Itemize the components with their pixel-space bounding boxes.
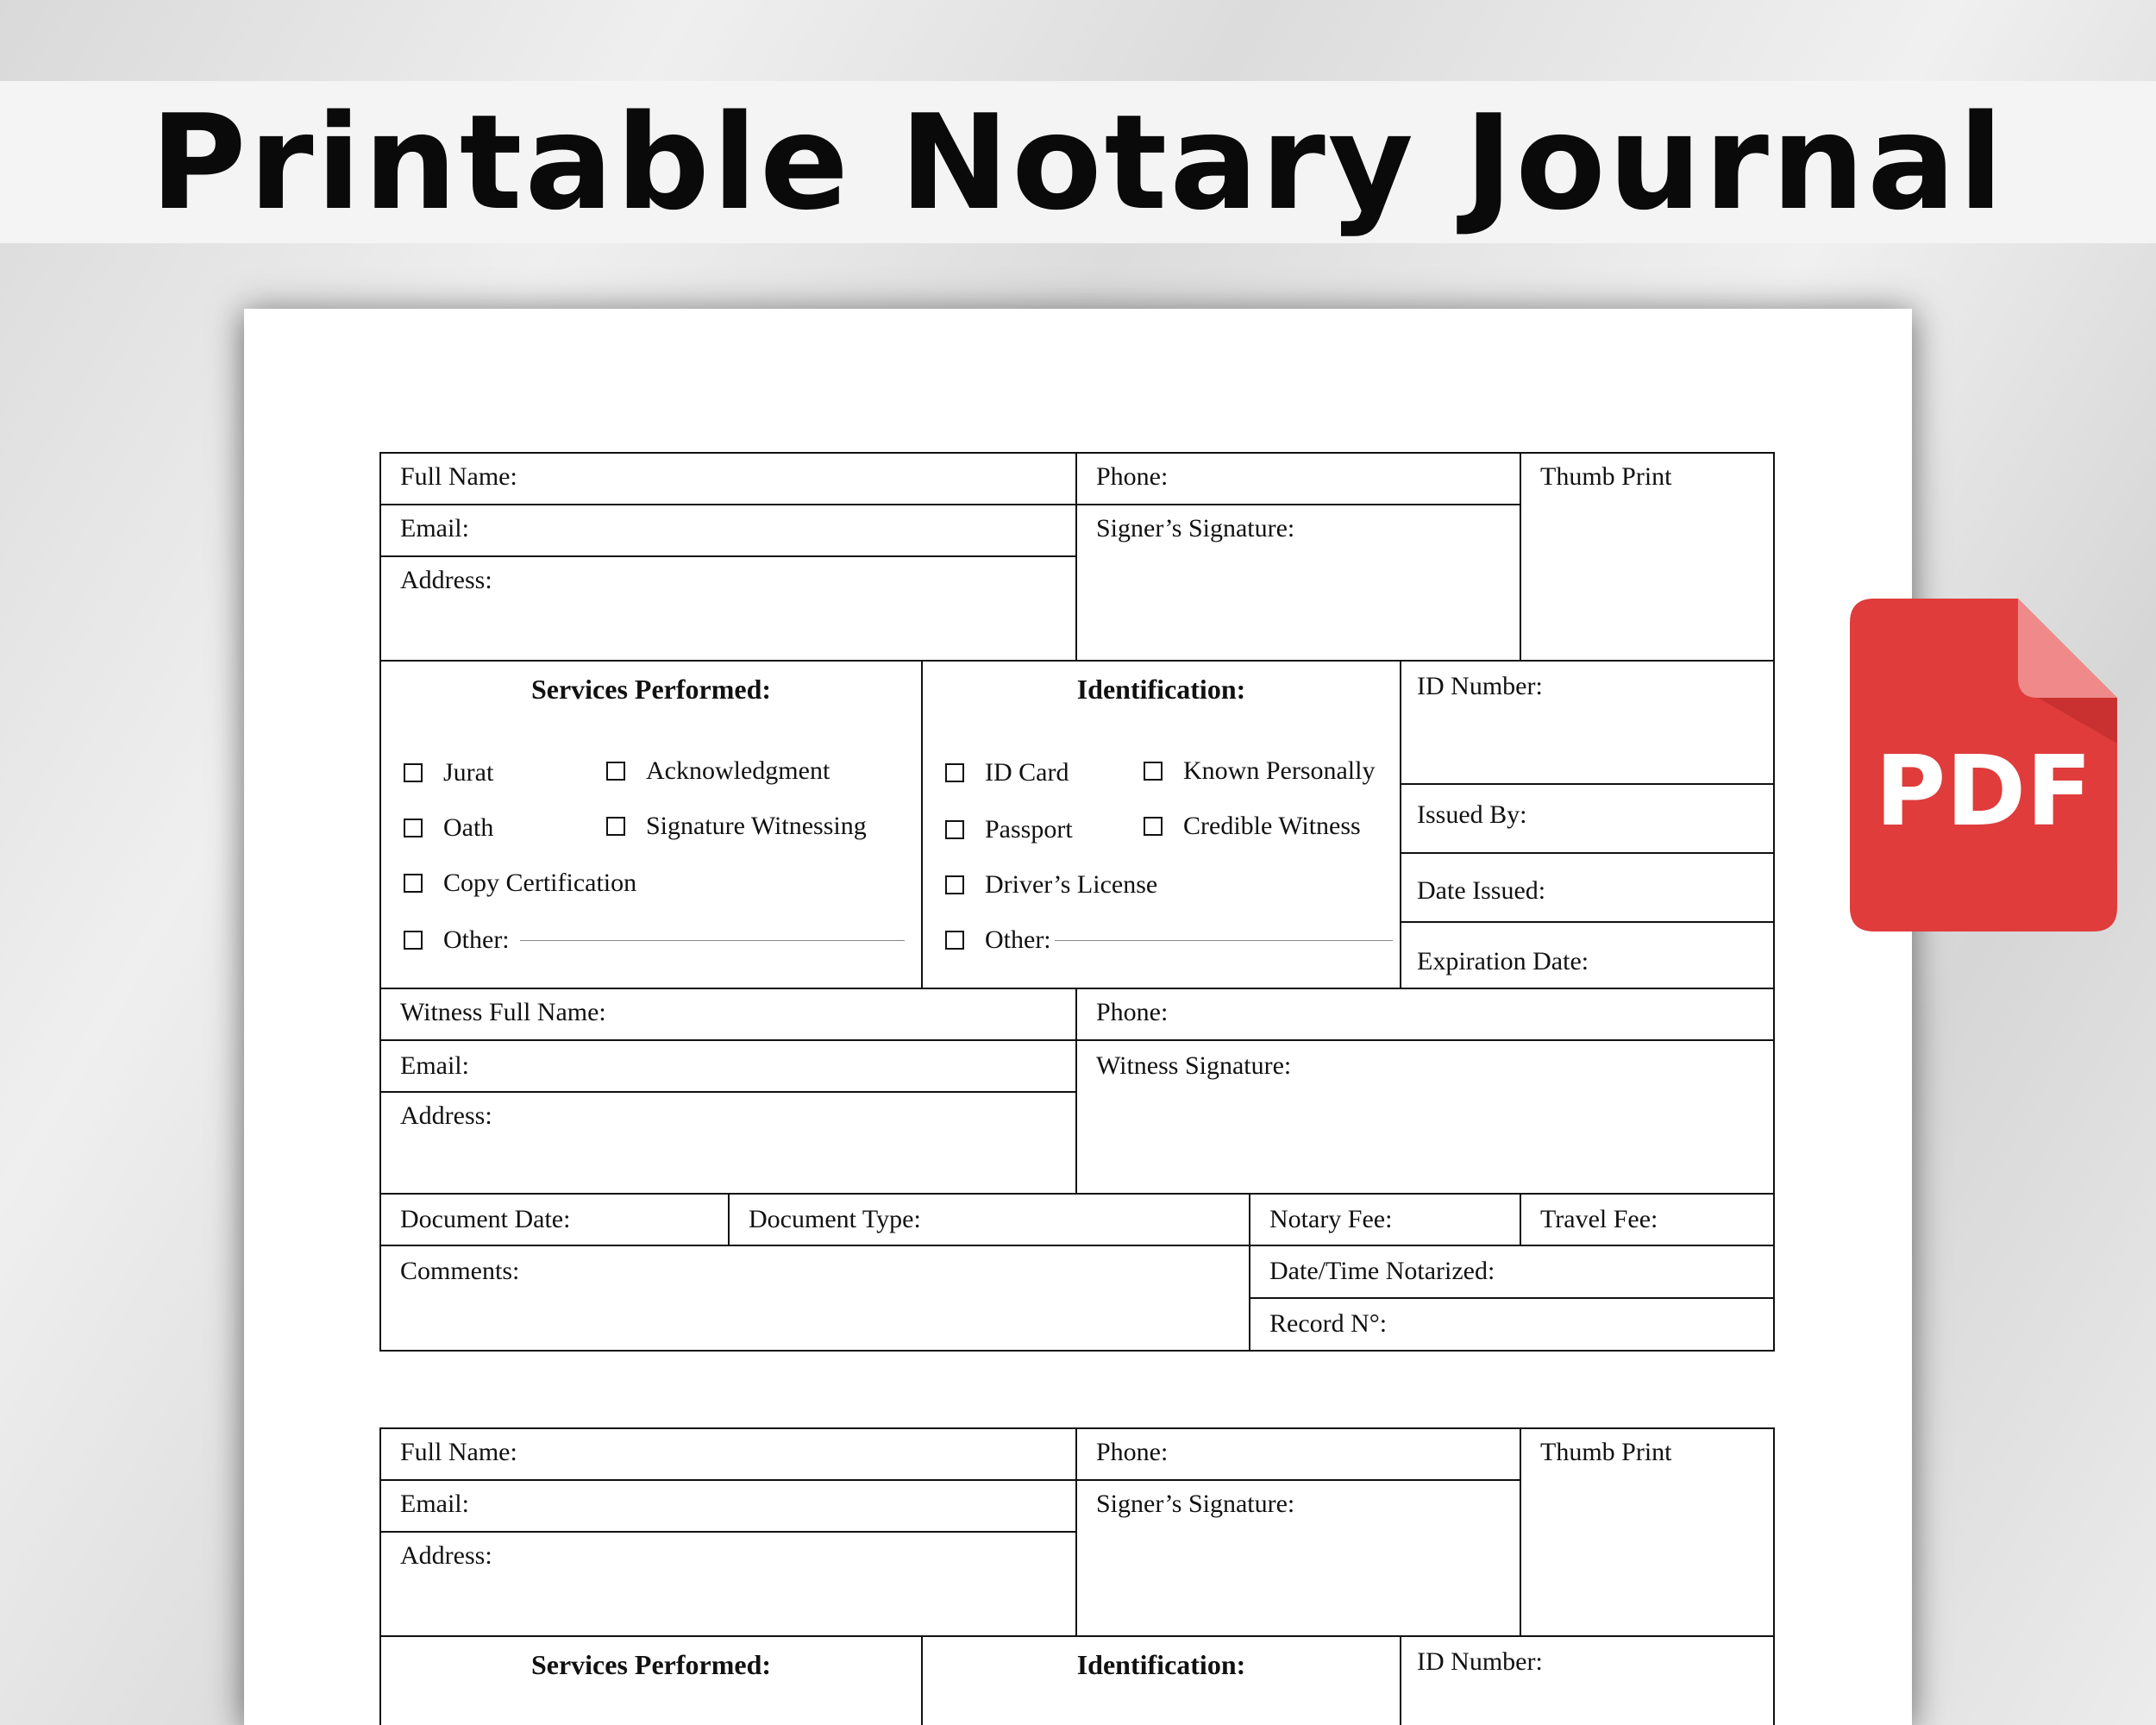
checkbox[interactable]: [1144, 762, 1163, 781]
address-label: Address:: [400, 566, 492, 594]
services-performed-section: [379, 660, 923, 989]
address-label: Address:: [400, 1541, 492, 1570]
comments-label: Comments:: [400, 1257, 520, 1285]
signer-signature-label: Signer’s Signature:: [1096, 1490, 1295, 1518]
checkbox[interactable]: [1144, 817, 1163, 836]
date-issued-field[interactable]: [1400, 852, 1775, 923]
id-number-label: ID Number:: [1417, 1647, 1543, 1676]
thumb-print-label: Thumb Print: [1540, 1438, 1672, 1466]
email-label: Email:: [400, 1490, 469, 1518]
signer-signature-field[interactable]: [1075, 1479, 1521, 1637]
id-label: Passport: [985, 815, 1073, 844]
witness-address-label: Address:: [400, 1101, 492, 1130]
email-field[interactable]: [379, 504, 1077, 557]
services-performed-section: [379, 1635, 923, 1725]
witness-email-label: Email:: [400, 1051, 469, 1080]
pdf-file-fold: [2018, 599, 2117, 698]
record-number-field[interactable]: [1249, 1297, 1775, 1352]
service-label: Jurat: [443, 758, 494, 787]
signer-signature-label: Signer’s Signature:: [1096, 514, 1295, 543]
thumb-print-box[interactable]: [1520, 452, 1775, 662]
email-field[interactable]: [379, 1479, 1077, 1533]
service-oath-checkbox[interactable]: [404, 813, 493, 843]
witness-address-field[interactable]: [379, 1091, 1077, 1195]
witness-email-field[interactable]: [379, 1039, 1077, 1093]
checkbox[interactable]: [945, 931, 964, 950]
thumb-print-label: Thumb Print: [1540, 462, 1672, 491]
notary-fee-label: Notary Fee:: [1269, 1205, 1393, 1233]
id-number-field[interactable]: [1400, 660, 1775, 785]
document-date-field[interactable]: [379, 1193, 730, 1246]
service-acknowledgment-checkbox[interactable]: [606, 756, 830, 786]
service-label: Oath: [443, 813, 494, 842]
date-time-notarized-label: Date/Time Notarized:: [1269, 1257, 1495, 1285]
identification-section: [921, 1635, 1401, 1725]
checkbox[interactable]: [606, 762, 625, 781]
signer-signature-field[interactable]: [1075, 504, 1521, 662]
witness-full-name-field[interactable]: [379, 988, 1077, 1041]
id-label: Driver’s License: [985, 870, 1158, 899]
checkbox[interactable]: [404, 874, 423, 893]
document-date-label: Document Date:: [400, 1205, 571, 1233]
travel-fee-label: Travel Fee:: [1540, 1205, 1658, 1233]
date-issued-label: Date Issued:: [1417, 876, 1546, 905]
journal-page: [244, 309, 1912, 1725]
issued-by-field[interactable]: [1400, 783, 1775, 854]
pdf-file-icon: [1850, 599, 2117, 932]
id-label: Other:: [985, 925, 1051, 954]
id-other-checkbox[interactable]: [945, 925, 1393, 955]
service-signature-witnessing-checkbox[interactable]: [606, 812, 867, 841]
notary-fee-field[interactable]: [1249, 1193, 1521, 1246]
expiration-date-field[interactable]: [1400, 921, 1775, 989]
title-banner: [0, 81, 2156, 243]
witness-signature-field[interactable]: [1075, 1039, 1775, 1195]
thumb-print-box[interactable]: [1520, 1427, 1775, 1637]
phone-field[interactable]: [1075, 1427, 1521, 1481]
checkbox[interactable]: [945, 875, 964, 894]
full-name-label: Full Name:: [400, 1438, 517, 1466]
id-label: Known Personally: [1183, 756, 1376, 785]
checkbox[interactable]: [606, 817, 625, 836]
id-label: Credible Witness: [1183, 812, 1361, 840]
service-jurat-checkbox[interactable]: [404, 758, 493, 787]
passport-checkbox[interactable]: [945, 815, 1073, 844]
checkbox[interactable]: [404, 819, 423, 837]
checkbox[interactable]: [404, 931, 423, 950]
issued-by-label: Issued By:: [1417, 800, 1527, 829]
id-number-field[interactable]: [1400, 1635, 1775, 1725]
id-label: ID Card: [985, 758, 1069, 787]
phone-field[interactable]: [1075, 452, 1521, 505]
other-fill-line[interactable]: [1055, 940, 1393, 941]
full-name-field[interactable]: [379, 452, 1077, 505]
id-number-label: ID Number:: [1417, 672, 1543, 700]
service-label: Other:: [443, 925, 510, 954]
address-field[interactable]: [379, 1531, 1077, 1637]
email-label: Email:: [400, 514, 469, 543]
services-performed-header: Services Performed:: [530, 1649, 772, 1680]
service-label: Signature Witnessing: [646, 812, 867, 840]
identification-header: Identification:: [1076, 1649, 1246, 1680]
witness-signature-label: Witness Signature:: [1096, 1051, 1292, 1080]
service-copy-certification-checkbox[interactable]: [404, 869, 636, 898]
date-time-notarized-field[interactable]: [1249, 1245, 1775, 1299]
address-field[interactable]: [379, 555, 1077, 662]
drivers-license-checkbox[interactable]: [945, 870, 1157, 900]
full-name-field[interactable]: [379, 1427, 1077, 1481]
known-personally-checkbox[interactable]: [1144, 756, 1375, 786]
witness-phone-label: Phone:: [1096, 998, 1169, 1026]
pdf-label: PDF: [1875, 736, 2092, 848]
services-performed-header: Services Performed:: [530, 674, 772, 705]
phone-label: Phone:: [1096, 1438, 1169, 1466]
full-name-label: Full Name:: [400, 462, 517, 491]
service-label: Copy Certification: [443, 869, 637, 897]
comments-field[interactable]: [379, 1245, 1250, 1352]
record-number-label: Record N°:: [1269, 1309, 1388, 1338]
document-type-label: Document Type:: [749, 1205, 921, 1233]
witness-phone-field[interactable]: [1075, 988, 1775, 1041]
id-card-checkbox[interactable]: [945, 758, 1069, 787]
phone-label: Phone:: [1096, 462, 1169, 491]
checkbox[interactable]: [945, 820, 964, 839]
page-title: Printable Notary Journal: [150, 85, 2006, 239]
witness-full-name-label: Witness Full Name:: [400, 998, 606, 1026]
identification-header: Identification:: [1076, 674, 1246, 705]
document-type-field[interactable]: [728, 1193, 1250, 1246]
checkbox[interactable]: [404, 763, 423, 782]
credible-witness-checkbox[interactable]: [1144, 812, 1361, 841]
identification-section: [921, 660, 1401, 989]
checkbox[interactable]: [945, 763, 964, 782]
travel-fee-field[interactable]: [1520, 1193, 1775, 1246]
expiration-date-label: Expiration Date:: [1417, 947, 1589, 975]
service-other-checkbox[interactable]: [404, 925, 905, 955]
other-fill-line[interactable]: [520, 940, 905, 941]
service-label: Acknowledgment: [646, 756, 830, 785]
